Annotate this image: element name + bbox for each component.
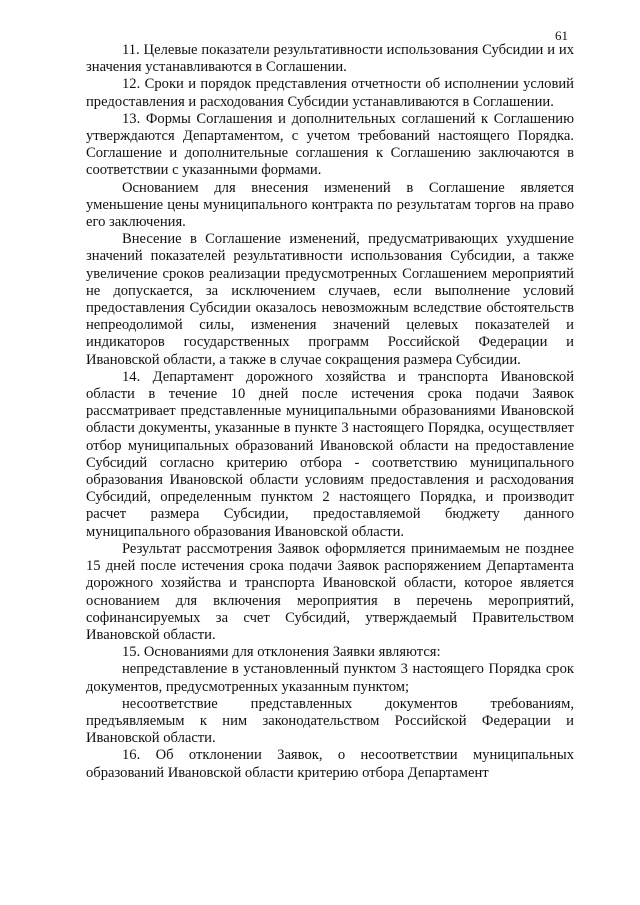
paragraph-15: 15. Основаниями для отклонения Заявки являются: [122, 644, 441, 661]
paragraph-15-reason-1: непредставление в установленный пунктом 3 настоящего Порядка срок документов, предусмотренных указанным пунктом; [86, 661, 574, 695]
document-body [86, 42, 574, 782]
paragraph-11: 11. Целевые показатели результативности использования Субсидии и их значения устанавливаются в Соглашении. [86, 42, 574, 76]
paragraph-14: 14. Департамент дорожного хозяйства и транспорта Ивановской области в течение 10 дней после истечения срока подачи Заявок рассматривает представленные муниципальными образованиями Ивановской области документы, указанные в пункте 3 настоящего Порядка, осуществляет отбор муниципальных образований Ивановской области на предоставление Субсидий согласно критерию отбора - соответствию муниципального образования Ивановской области условиям предоставления и расходования Субсидий, определенным пунктом 2 настоящего Порядка, и производит расчет размера Субсидии, предоставляемой бюджету данного муниципального образования Ивановской области. [86, 368, 574, 540]
page-number: 61 [555, 28, 568, 43]
paragraph-12: 12. Сроки и порядок представления отчетности об исполнении условий предоставления и расходования Субсидии устанавливаются в Соглашении. [86, 76, 574, 110]
paragraph-13: 13. Формы Соглашения и дополнительных соглашений к Соглашению утверждаются Департаментом, с учетом требований настоящего Порядка. Соглашение и дополнительные соглашения к Соглашению заключаются в соответствии с указанными формами. [86, 110, 574, 179]
paragraph-14-result: Результат рассмотрения Заявок оформляется принимаемым не позднее 15 дней после истечения срока подачи Заявок распоряжением Департамента дорожного хозяйства и транспорта Ивановской области, которое является основанием для включения мероприятия в перечень мероприятий, софинансируемых за счет Субсидий, утверждаемый Правительством Ивановской области. [86, 540, 574, 643]
paragraph-13-amendment-restrictions: Внесение в Соглашение изменений, предусматривающих ухудшение значений показателей результативности использования Субсидии, а также увеличение сроков реализации предусмотренных Соглашением мероприятий не допускается, за исключением случаев, если выполнение условий предоставления Субсидии оказалось невозможным вследствие обстоятельств непреодолимой силы, изменения значений целевых показателей и индикаторов государственных программ Российской Федерации и Ивановской области, а также в случае сокращения размера Субсидии. [86, 231, 574, 368]
paragraph-13-amendment-basis: Основанием для внесения изменений в Соглашение является уменьшение цены муниципального контракта по результатам торгов на право его заключения. [86, 179, 574, 231]
paragraph-16: 16. Об отклонении Заявок, о несоответствии муниципальных образований Ивановской области критерию отбора Департамент [86, 747, 574, 781]
paragraph-15-reason-2: несоответствие представленных документов требованиям, предъявляемым к ним законодательством Российской Федерации и Ивановской области. [86, 695, 574, 747]
